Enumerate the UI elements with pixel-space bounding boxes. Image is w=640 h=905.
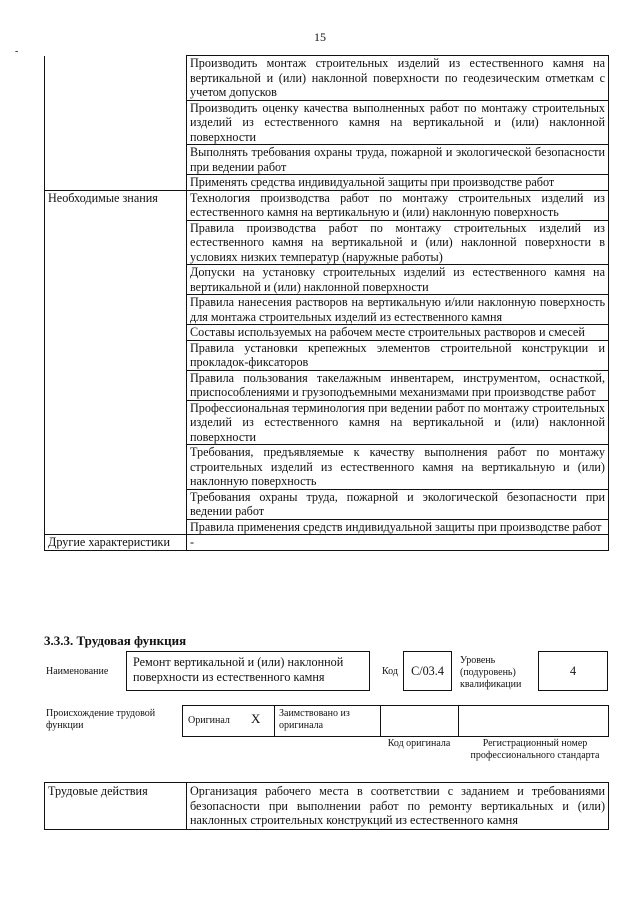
knowledge-row: Правила нанесения растворов на вертикальную и/или наклонную поверхность для монтажа строительных изделий из естественного камня [187, 295, 609, 325]
function-name-box: Ремонт вертикальной и (или) наклонной поверхности из естественного камня [126, 651, 370, 691]
knowledge-row: Допуски на установку строительных изделий из естественного камня на вертикальной и (или) наклонной поверхности [187, 265, 609, 295]
knowledge-row: Правила применения средств индивидуальной защиты при производстве работ [187, 519, 609, 535]
knowledge-row: Правила пользования такелажным инвентарем, инструментом, оснасткой, приспособлениями и грузоподъемными механизмами при производстве работ [187, 370, 609, 400]
knowledge-label: Необходимые знания [45, 190, 187, 535]
skill-row: Выполнять требования охраны труда, пожарной и экологической безопасности при ведении работ [187, 145, 609, 175]
origin-label: Происхождение трудовой функции [46, 708, 156, 731]
function-code-box: С/03.4 [403, 651, 452, 691]
origin-divider [458, 705, 459, 737]
labor-actions-text: Организация рабочего места в соответствии с заданием и требованиями безопасности при выполнении работ по ремонту вертикальных и (или) наклонных строительных конструкций из естественного камня [187, 783, 609, 830]
skill-row: Применять средства индивидуальной защиты при производстве работ [187, 175, 609, 191]
section-title: 3.3.3. Трудовая функция [44, 633, 187, 648]
knowledge-row: Требования охраны труда, пожарной и экологической безопасности при ведении работ [187, 489, 609, 519]
origin-divider [380, 705, 381, 737]
original-label: Оригинал [188, 715, 230, 726]
knowledge-row: Требования, предъявляемые к качеству выполнения работ по монтажу строительных изделий из естественного камня на вертикальную и (или) наклонную поверхность [187, 445, 609, 490]
knowledge-row: Технология производства работ по монтажу строительных изделий из естественного камня на вертикальную и (или) наклонную поверхность [187, 190, 609, 220]
skills-knowledge-table [44, 55, 609, 551]
margin-mark: - [15, 46, 19, 57]
knowledge-row: Составы используемых на рабочем месте строительных растворов и смесей [187, 325, 609, 341]
reg-number-caption: Регистрационный номер профессионального стандарта [470, 738, 600, 761]
labor-actions-table [44, 782, 609, 830]
skills-label-cell [45, 56, 187, 191]
labor-actions-label: Трудовые действия [45, 783, 187, 830]
skill-row: Производить оценку качества выполненных работ по монтажу строительных изделий из естественного камня на вертикальной и (или) наклонной поверхности [187, 100, 609, 145]
knowledge-row: Профессиональная терминология при ведении работ по монтажу строительных изделий из естественного камня на вертикальной и (или) наклонной поверхности [187, 400, 609, 445]
other-characteristics-label: Другие характеристики [45, 535, 187, 551]
knowledge-row: Правила установки крепежных элементов строительной конструкции и прокладок-фиксаторов [187, 340, 609, 370]
borrowed-label: Заимствовано из оригинала [279, 708, 350, 731]
skill-row: Производить монтаж строительных изделий из естественного камня на вертикальной и (или) наклонной поверхности по геодезическим отметкам с учетом допусков [187, 56, 609, 101]
code-label: Код [382, 666, 398, 677]
page-number: 15 [314, 30, 326, 44]
origin-box [182, 705, 609, 737]
original-mark: X [251, 711, 261, 726]
level-box: 4 [538, 651, 608, 691]
knowledge-row: Правила производства работ по монтажу строительных изделий из естественного камня на вертикальной и (или) наклонной поверхности в условиях низких температур (наружные работы) [187, 220, 609, 265]
level-label: Уровень (подуровень) квалификации [460, 655, 522, 690]
code-caption: Код оригинала [387, 738, 451, 749]
name-label: Наименование [46, 666, 109, 677]
other-characteristics-value: - [187, 535, 609, 551]
origin-divider [274, 705, 275, 737]
